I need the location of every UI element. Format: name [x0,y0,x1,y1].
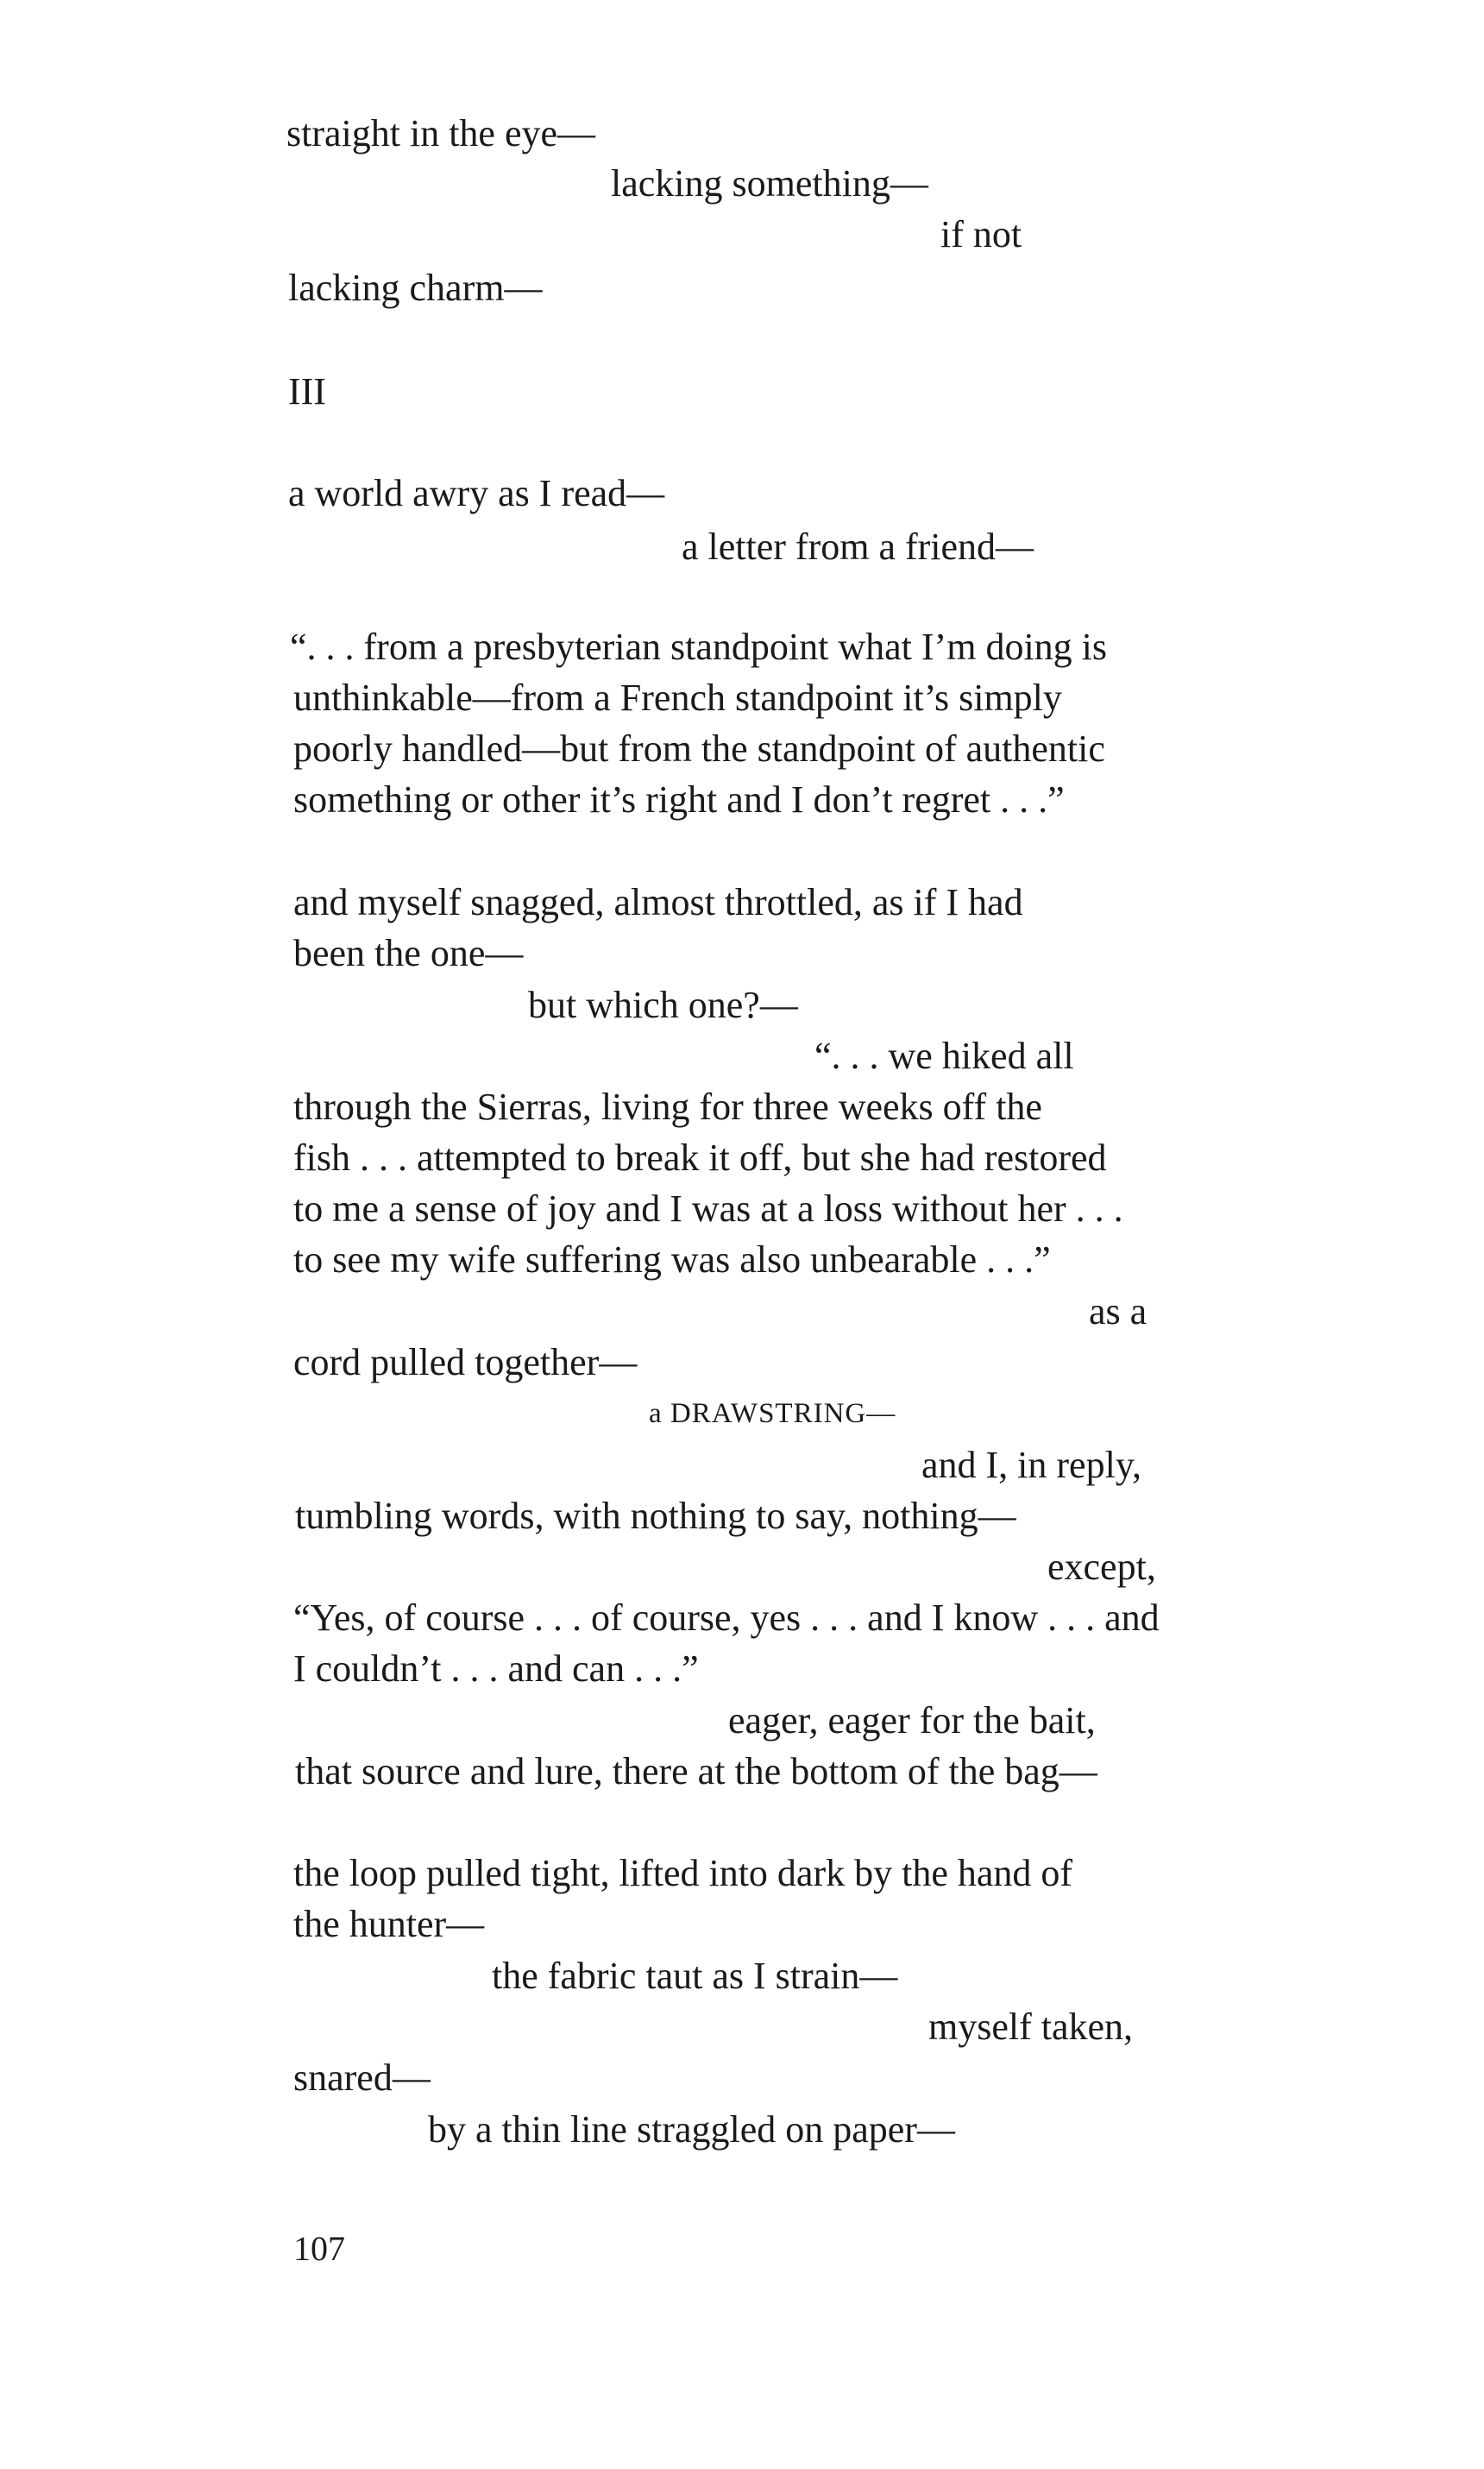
poem-line: “. . . from a presbyterian standpoint what I’m doing is [290,626,1108,668]
poem-line: a letter from a friend— [682,526,1034,568]
page-number: 107 [293,2229,345,2268]
poem-line: and I, in reply, [921,1444,1141,1486]
poem-line: as a [1089,1290,1148,1332]
poem-line: straight in the eye— [286,112,596,154]
poem-line: but which one?— [528,984,798,1026]
poem-line: lacking charm— [288,267,543,309]
poem-line-small-caps: a DRAWSTRING— [649,1398,896,1429]
poem-line: tumbling words, with nothing to say, nothing— [295,1495,1016,1537]
poem-line: by a thin line straggled on paper— [428,2108,955,2151]
poem-line: fish . . . attempted to break it off, but she had restored [293,1137,1107,1179]
poem-line: I couldn’t . . . and can . . .” [293,1647,699,1690]
poem-line: cord pulled together— [293,1341,638,1383]
poem-line: except, [1047,1546,1156,1588]
poem-line: a world awry as I read— [288,472,665,514]
poem-line: myself taken, [928,2006,1134,2048]
poem-line: been the one— [293,932,524,974]
section-heading: III [288,370,326,413]
poem-line: to see my wife suffering was also unbearable . . .” [293,1238,1051,1281]
poem-line: through the Sierras, living for three weeks off the [293,1086,1042,1128]
poem-line: snared— [293,2056,431,2099]
poem-line: “Yes, of course . . . of course, yes . . . and I know . . . and [293,1597,1160,1639]
poem-line: to me a sense of joy and I was at a loss without her . . . [293,1187,1123,1230]
poem-line: and myself snagged, almost throttled, as if I had [293,881,1023,923]
poem-line: the loop pulled tight, lifted into dark by the hand of [293,1852,1073,1894]
poem-line: “. . . we hiked all [814,1035,1074,1077]
poem-line: that source and lure, there at the bottom of the bag— [295,1750,1097,1792]
poem-line: the fabric taut as I strain— [492,1955,898,1997]
poem-line: eager, eager for the bait, [728,1699,1096,1742]
poem-line: poorly handled—but from the standpoint of authentic [293,727,1105,770]
poem-line: unthinkable—from a French standpoint it’s simply [293,677,1062,719]
poem-line: if not [940,213,1022,255]
poem-line: lacking something— [611,162,928,205]
poem-line: something or other it’s right and I don’t regret . . .” [293,778,1065,821]
poem-line: the hunter— [293,1903,485,1945]
